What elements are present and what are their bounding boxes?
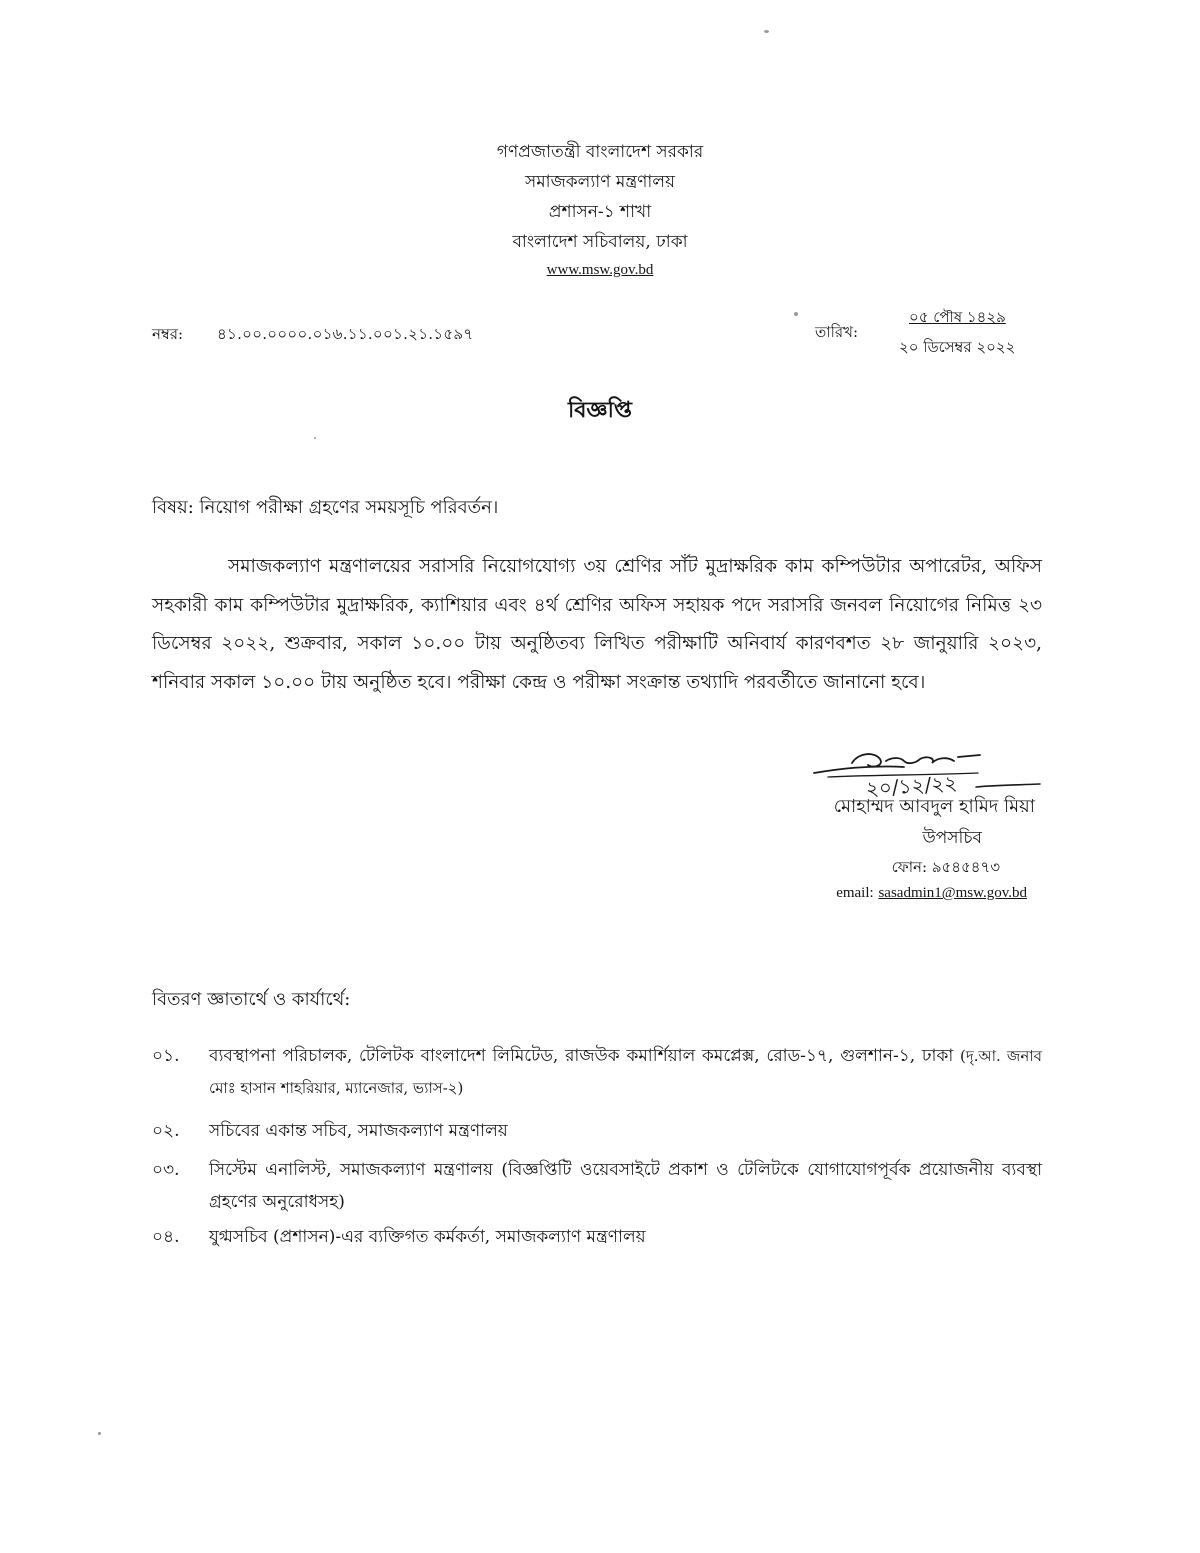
website-link[interactable]: www.msw.gov.bd [546, 262, 654, 278]
website-line [0, 259, 1200, 280]
reference-number-label: নম্বর: [152, 325, 184, 343]
notice-subject: বিষয়: নিয়োগ পরীক্ষা গ্রহণের সময়সূচি পরিবর্তন। [152, 497, 499, 518]
date-bangla-calendar: ০৫ পৌষ ১৪২৯ [909, 308, 1006, 326]
branch-name: প্রশাসন-১ শাখা [548, 202, 652, 222]
notice-title: বিজ্ঞপ্তি [568, 397, 632, 423]
scan-speck [794, 312, 798, 316]
office-location: বাংলাদেশ সচিবালয়, ঢাকা [512, 232, 688, 252]
email-link[interactable]: sasadmin1@msw.gov.bd [878, 885, 1027, 901]
signatory-designation: উপসচিব [922, 828, 982, 848]
scan-speck [314, 437, 316, 439]
notice-body: সমাজকল্যাণ মন্ত্রণালয়ের সরাসরি নিয়োগযোগ্য ৩য় শ্রেণির সাঁট মুদ্রাক্ষরিক কাম কম্পিউটার অপারেটর, অফিস সহকারী কাম কম্পিউটার মুদ্রাক্ষরিক, ক্যাশিয়ার এবং ৪র্থ শ্রেণির অফিস সহায়ক পদে সরাসরি জনবল নিয়োগের নিমিত্ত ২৩ ডিসেম্বর ২০২২, শুক্রবার, সকাল ১০.০০ টায় অনুষ্ঠিতব্য লিখিত পরীক্ষাটি অনিবার্য কারণবশত ২৮ জানুয়ারি ২০২৩, শনিবার সকাল ১০.০০ টায় অনুষ্ঠিত হবে। পরীক্ষা কেন্দ্র ও পরীক্ষা সংক্রান্ত তথ্যাদি পরবর্তীতে জানানো হবে। [152, 556, 1042, 693]
distribution-item-recipient: যুগ্মসচিব (প্রশাসন)-এর ব্যক্তিগত কর্মকর্তা, সমাজকল্যাণ মন্ত্রণালয় [209, 1227, 646, 1247]
distribution-item-note: (দৃ.আ. জনাব মোঃ হাসান শাহরিয়ার, ম্যানেজার, ভ্যাস-২) [209, 1047, 1043, 1097]
signatory-email-line [836, 883, 1027, 902]
signatory-name: মোহাম্মদ আবদুল হামিদ মিয়া [833, 796, 1035, 817]
date-label: তারিখ: [815, 323, 859, 341]
email-label: email: [836, 885, 874, 901]
date-english-calendar: ২০ ডিসেম্বর ২০২২ [899, 338, 1016, 356]
distribution-item-text [209, 1040, 1042, 1104]
ministry-name: সমাজকল্যাণ মন্ত্রণালয় [524, 172, 676, 192]
scan-speck [98, 1432, 101, 1435]
distribution-item-recipient: সিস্টেম এনালিস্ট, সমাজকল্যাণ মন্ত্রণালয় (বিজ্ঞপ্তিটি ওয়েবসাইটে প্রকাশ ও টেলিটকে যোগাযোগপূর্বক প্রয়োজনীয় ব্যবস্থা গ্রহণের অনুরোধসহ) [209, 1160, 1042, 1212]
distribution-item-number: ০২. [152, 1121, 180, 1141]
distribution-item-recipient: ব্যবস্থাপনা পরিচালক, টেলিটক বাংলাদেশ লিমিটেড, রাজউক কমার্শিয়াল কমপ্লেক্স, রোড-১৭, গুলশান-১, ঢাকা [209, 1046, 954, 1066]
distribution-item-recipient: সচিবের একান্ত সচিব, সমাজকল্যাণ মন্ত্রণালয় [209, 1121, 508, 1141]
signature-date: ২০/১২/২২ [865, 770, 958, 801]
distribution-item-number: ০১. [152, 1046, 180, 1066]
scan-speck [764, 30, 769, 33]
government-name: গণপ্রজাতন্ত্রী বাংলাদেশ সরকার [496, 142, 704, 162]
distribution-item-number: ০৩. [152, 1160, 180, 1180]
signatory-phone: ফোন: ৯৫৪৫৪৭৩ [891, 858, 1000, 876]
distribution-item-number: ০৪. [152, 1227, 180, 1247]
reference-number-value: ৪১.০০.০০০০.০১৬.১১.০০১.২১.১৫৯৭ [217, 325, 474, 343]
distribution-heading: বিতরণ জ্ঞাতার্থে ও কার্যার্থে: [152, 989, 351, 1010]
